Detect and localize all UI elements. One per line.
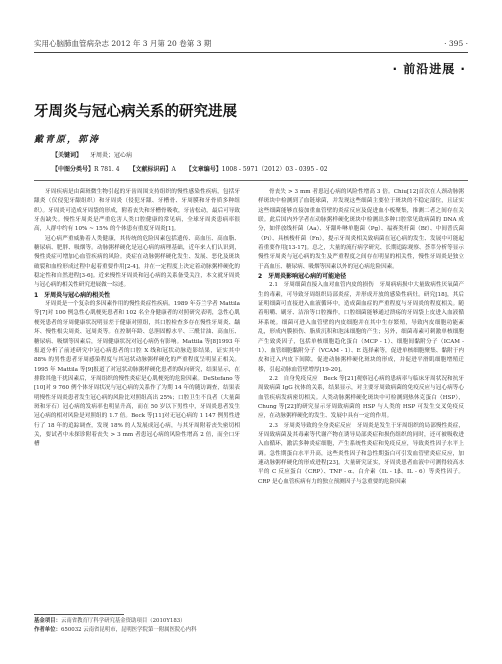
keywords-value: 牙周炎；冠心病 [90, 152, 133, 159]
fund-label: 基金项目： [34, 618, 61, 624]
affiliation-value: 650032 云南省昆明市，昆明医学院第一附属医院心内科 [60, 627, 197, 633]
page-number: · 395 · [444, 39, 468, 48]
section-heading-1: 1 牙周炎与冠心病的相关性 [34, 291, 111, 299]
paragraph-autoimmune: 2.2 自身免疫反应 Beck 等[21]观察冠心病的患病率与临床牙周状况和抗牙周致病菌 IgG 抗体的关系，结果显示，对主要牙周致病菌的免疫反应与冠心病等心血管疾病发病密切相关。人类动脉粥样硬化斑块中可检测到热休克蛋白（HSP），Chung 等[22]的研究显示牙周致病菌的 HSP 与人类的 HSP 可发生交叉免疫反应，在动脉粥样硬化的发生、发展中具有一定的作用。 [258, 375, 464, 420]
paragraph-bacteria-plaque: 骨丧失 > 3 mm 者患冠心病的风险性增高 3 倍。Chiu[12]首次在人颈动脉粥样斑块中检测到了血链球菌，并发现这些细菌主要位于斑块的不稳定部位，且证实这些细菌能够直接加重血管壁的炎症反应及促进血小板聚集，推测二者之间存在关联。此后国内外学者在动脉粥样硬化斑块中检测出多种口腔常见致病菌的 DNA 成分，如伴放线杆菌（Aa）、牙龈卟啉单胞菌（Pg）、福赛类杆菌（Bf）、中间普氏菌（Pi）、具核梭杆菌（Fn），提示牙周炎相关致病菌在冠心病的发生、发展中可能起着重要作用[13-17]。总之，大量的流行病学研究、长期追踪观察、荟萃分析等显示慢性牙周炎与冠心病的发生及严重程度之间存在明显的相关性，慢性牙周炎是独立于高血压、糖尿病、吸烟等因素以外的冠心病危险因素。 [258, 189, 464, 270]
footnote [34, 617, 240, 635]
classification-line [52, 165, 328, 175]
article-authors: 戴青原，郭涛 [34, 135, 101, 145]
meta-divider [34, 180, 468, 181]
doc-code-label: 【文献标识码】 [129, 166, 172, 173]
article-title: 牙周炎与冠心病关系的研究进展 [34, 104, 237, 120]
running-head [34, 38, 468, 50]
journal-name: 实用心脑肺血管病杂志 2012 年 3 月第 20 卷第 3 期 [34, 39, 212, 48]
fund-line [34, 617, 240, 626]
article-no-value: 1008 - 5971（2012）03 - 0395 - 02 [221, 166, 328, 173]
affiliation-label: 作者单位： [34, 627, 61, 633]
left-column [34, 188, 240, 450]
right-column [258, 188, 464, 487]
clc-value: R 781. 4 [94, 166, 120, 173]
paragraph-epidemiology: 牙周炎是一个复杂的多因素作用的慢性炎症性疾病。1989 年芬兰学者 Mattila 等[7]对 100 例急性心肌梗死患者和 102 名全身健康者的对照研究表明，急性心肌梗死患者的牙周健康状况明显差于健康对照组，其口腔检查多存在慢性牙周炎、龋坏、慢性根尖周炎、冠周炎等。在控制年龄、总胆固醇水平、三酰甘油、高血压、糖尿病、吸烟等因素后，牙周健康状况对冠心病仍有影响。Mattila 等[8]1993 年报道分析了前述研究中冠心病患者的口腔 X 线和冠状动脉造影结果，证实其中 88% 的男性患者牙周感染程度与其冠状动脉粥样硬化的严重程度呈明显正相关。1995 年 Mattila 等[9]报道了对冠状动脉粥样硬化患者的纵向研究，结果显示，在排除其他干扰因素后，牙周组织的慢性炎症是心肌梗死的危险因素。DeStefano 等[10]对 9 760 例个体牙周状况与冠心病的关系作了为期 14 年的随访调查，结果表明慢性牙周炎患者发生冠心病的风险比对照组高出 25%；口腔卫生不良者（大量菌斑和牙石）冠心病的发病率也明显升高，而在 50 岁以下男性中，牙周炎患者发生冠心病的相对风险是对照组的 1.7 倍。Beck 等[11]对无冠心病的 1 147 例男性进行了 18 年的追踪调查，发现 18% 的人发展成冠心病，与其牙周附着丧失密切相关，要试者中未探诊附着丧失 > 3 mm 者患冠心病的风险性增高 2 倍，而全口牙槽 [34, 301, 240, 448]
paragraph-endothelial-injury: 2.1 牙周细菌直接入血对血管内皮的损伤 牙周病病损中大量致病性厌氧菌产生的毒素，可导致牙周组织局部炎症，并形成开放的感染性病灶。研究[18]，其后证明细菌可直接进入血液循环中，造成菌血症的严重程度与牙周炎的程度相关。随着咀嚼、刷牙、洁治等口腔操作，口腔细菌能够通过溃疡的牙周袋上皮进入血液循环系统。细菌可进入血管壁的内皮细胞并在其中生存繁殖，导致内皮细胞功能紊乱，形成内膜损伤、脂质沉积和泡沫细胞的产生；另外，细菌毒素可刺激单核细胞产生致炎因子，包括单核细胞趋化蛋白（MCP - 1）、细胞间黏附分子（ICAM - 1）、血管细胞黏附分子（VCAM - 1）、E 选择素等，促进单核细胞聚集、黏附于内皮和迁入内皮下间隙，促进动脉粥样硬化斑块的形成，并促进平滑肌细胞增殖迁移，引起动脉血管壁增厚[19-20]。 [258, 282, 464, 373]
keywords-label: 【关键词】 [52, 152, 83, 159]
clc-label: 【中图分类号】 [52, 166, 95, 173]
paragraph-chd-risk: 冠心病严重威胁着人类健康，其传统的危险因素包括遗传、高血压、高血脂、糖尿病、肥胖、吸烟等。动脉粥样硬化是冠心病的病理基础，近年来人们认识到，慢性炎症可增加心血管疾病的风险。炎症在动脉粥样硬化发生、发展、恶化及斑块破裂和血栓形成过程中起着重要作用[2-4]，并在一定程度上决定着动脉粥样硬化的稳定性和自然进程[3-6]。近来慢性牙周炎和冠心病的关系备受关注，本文就牙周炎与冠心病的相关性研究进展做一综述。 [34, 235, 240, 289]
paragraph-systemic-inflammation: 2.3 牙周炎导致的全身炎症反应 牙周炎是发生于牙周组织的局部慢性炎症，牙周致病菌及其毒素等代谢产物在诱导局部炎症和损伤组织的同时，还可被吸收进入血循环，激活多种炎症细胞，产生系统性炎症和免疫反应，导致炎性因子水平上调。急性期蛋白水平升高，这些炎性因子和急性期蛋白可引发血管壁炎症反应，加速动脉粥样硬化的形成进程[23]。大量研究证实，牙周炎患者血液中可测得较高水平的 C 反应蛋白（CRP）、TNF - α、白介素（IL - 1β、IL - 6）等炎性因子。CRP 是心血管疾病有力的独立预测因子与急重要的危险因素 [258, 422, 464, 485]
doc-code-value: A [171, 166, 176, 173]
affiliation-line [34, 626, 240, 635]
section-heading-2: 2 牙周炎影响冠心病的可能途径 [258, 273, 347, 281]
section-label: · 前沿进展 · [392, 62, 466, 76]
keywords-line [52, 151, 132, 161]
fund-value: 云南省教育厅科学研究基金资助项目（2010Y183） [60, 618, 186, 624]
paragraph-intro: 牙周疾病是由菌斑微生物引起的牙齿周围支持组织的慢性感染性疾病，包括牙龈炎（仅侵犯牙龈组织）和牙周炎（侵犯牙龈、牙槽骨、牙周膜和牙骨质多种组织）。牙周炎可造成牙周袋的形成，附着丧失和牙槽骨吸收，牙齿松动，最后可导致牙齿缺失。慢性牙周炎是严重危害人类口腔健康的常见病，全球牙周炎患病率很高，人群中约有 10% ~ 15% 的个体患有重度牙周炎[1]。 [34, 189, 240, 233]
article-no-label: 【文章编号】 [185, 166, 222, 173]
header-divider [34, 52, 468, 53]
footnote-divider [34, 614, 124, 615]
